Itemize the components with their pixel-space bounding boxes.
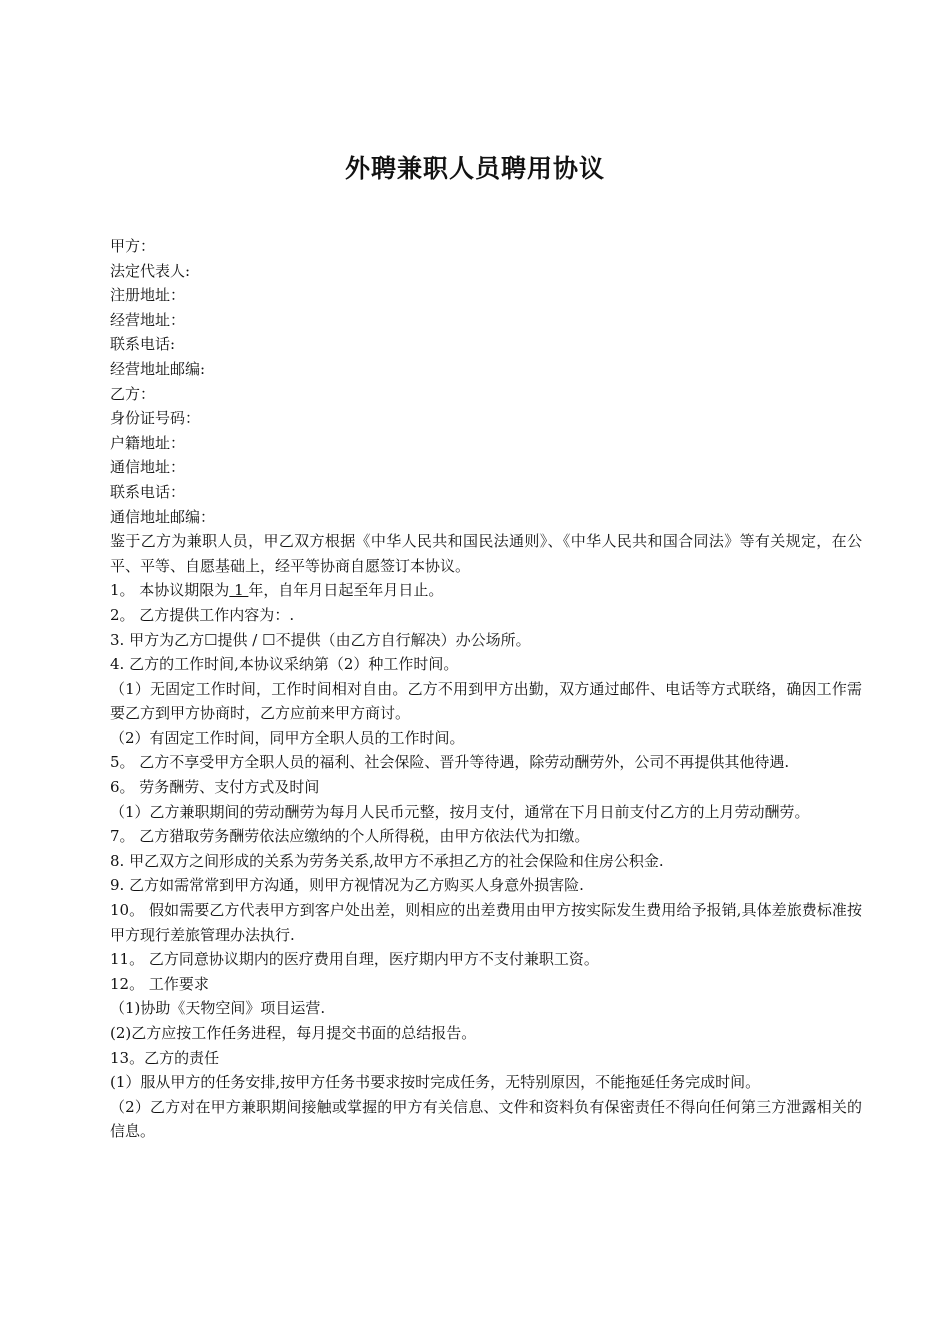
clause-12: 12。 工作要求 <box>110 974 209 993</box>
party-b-mailing-address-label: 通信地址： <box>110 458 186 477</box>
clause-11: 11。 乙方同意协议期内的医疗费用自理，医疗期内甲方不支付兼职工资。 <box>110 950 599 969</box>
clause-3: 3. 甲方为乙方☐提供 / ☐不提供（由乙方自行解决）办公场所。 <box>110 630 531 649</box>
clause-13-item-2: （2）乙方对在甲方兼职期间接触或掌握的甲方有关信息、文件和资料负有保密责任不得向任何第三方泄露相关的信息。 <box>110 1097 862 1141</box>
clause-7: 7。 乙方猎取劳务酬劳依法应缴纳的个人所得税，由甲方依法代为扣缴。 <box>110 827 590 846</box>
party-b-phone-label: 联系电话： <box>110 482 186 501</box>
clause-4: 4. 乙方的工作时间,本协议采纳第（2）种工作时间。 <box>110 655 459 674</box>
clause-1-text-after: 年，自年月日起至年月日止。 <box>248 581 444 600</box>
clause-13: 13。乙方的责任 <box>110 1048 220 1067</box>
document-body <box>110 234 862 1144</box>
clause-12-item-1: （1)协助《天物空间》项目运营. <box>110 999 326 1018</box>
party-b-id-number-label: 身份证号码： <box>110 409 201 428</box>
clause-2: 2。 乙方提供工作内容为：. <box>110 605 295 624</box>
party-a-business-address-label: 经营地址： <box>110 310 186 329</box>
clause-8: 8. 甲乙双方之间形成的关系为劳务关系,故甲方不承担乙方的社会保险和住房公积金. <box>110 851 664 870</box>
party-b-name-label: 乙方： <box>110 384 156 403</box>
clause-5: 5。 乙方不享受甲方全职人员的福利、社会保险、晋升等待遇，除劳动酬劳外，公司不再提供其他待遇. <box>110 753 790 772</box>
clause-13-item-1: (1）服从甲方的任务安排,按甲方任务书要求按时完成任务，无特别原因，不能拖延任务完成时间。 <box>110 1073 761 1092</box>
clause-12-item-2: (2)乙方应按工作任务进程，每月提交书面的总结报告。 <box>110 1024 477 1042</box>
clause-6-item-1: （1）乙方兼职期间的劳动酬劳为每月人民币元整，按月支付，通常在下月日前支付乙方的上月劳动酬劳。 <box>110 802 810 821</box>
clause-1-text-before: 1。 本协议期限为 <box>110 581 230 600</box>
party-a-phone-label: 联系电话: <box>110 335 176 354</box>
clause-4-option-2: （2）有固定工作时间，同甲方全职人员的工作时间。 <box>110 728 465 747</box>
clause-4-option-1: （1）无固定工作时间，工作时间相对自由。乙方不用到甲方出勤，双方通过邮件、电话等方式联络，确因工作需要乙方到甲方协商时，乙方应前来甲方商讨。 <box>110 679 862 723</box>
party-b-postcode-label: 通信地址邮编： <box>110 507 216 526</box>
clause-6: 6。 劳务酬劳、支付方式及时间 <box>110 778 320 797</box>
preamble-paragraph: 鉴于乙方为兼职人员，甲乙双方根据《中华人民共和国民法通则》、《中华人民共和国合同法》等有关规定，在公平、平等、自愿基础上，经平等协商自愿签订本协议。 <box>110 532 862 575</box>
clause-1 <box>110 578 862 603</box>
party-b-household-address-label: 户籍地址： <box>110 433 186 452</box>
clause-9: 9. 乙方如需常常到甲方沟通，则甲方视情况为乙方购买人身意外损害险. <box>110 876 584 895</box>
clause-1-term-value: 1 <box>229 581 249 600</box>
party-a-name-label: 甲方： <box>110 237 156 255</box>
party-a-postcode-label: 经营地址邮编: <box>110 359 206 378</box>
document-title: 外聘兼职人员聘用协议 <box>344 154 605 183</box>
party-a-legal-rep-label: 法定代表人: <box>110 261 191 280</box>
clause-10: 10。 假如需要乙方代表甲方到客户处出差，则相应的出差费用由甲方按实际发生费用给予报销,具体差旅费标准按甲方现行差旅管理办法执行. <box>110 901 862 944</box>
party-a-registered-address-label: 注册地址： <box>110 286 186 305</box>
